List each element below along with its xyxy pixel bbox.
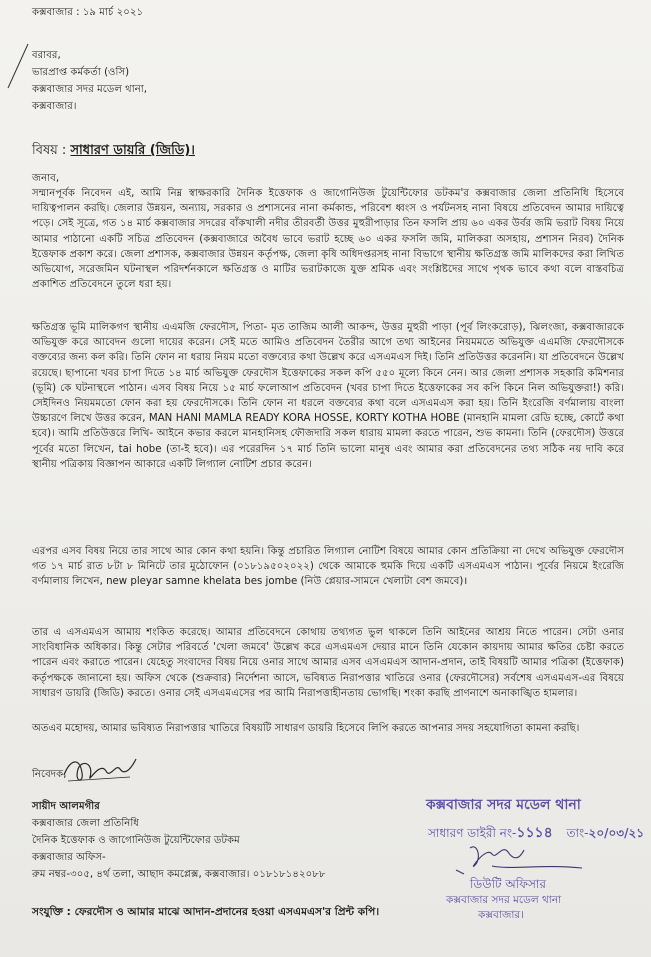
stamp-officer-city: কক্সবাজার।: [478, 909, 524, 921]
paragraph-1: সম্মানপূর্বক নিবেদন এই, আমি নিম্ন স্বাক্ষরকারি দৈনিক ইত্তেফাক ও জাগোনিউজ টুয়েন্টিফোর ডটকম'র কক্সবাজার জেলা প্রতিনিধি হিসেবে দায়িত্বপালন করছি। জেলার উন্নয়ন, অন্যায়, সরকার ও প্রশাসনের নানা কর্মকান্ড, পরিবেশ ধ্বংস ও পর্যটনসহ নানা বিষয়ে প্রতিবেদন আমার দায়িত্বে পড়ে। সেই সূত্রে, গত ১৪ মার্চ কক্সবাজার সদরের বাঁকখালী নদীর তীরবর্তী উত্তর মুহুরীপাড়ার তিন ফসলি প্রায় ৬০ একর উর্বর জমি ভরাট বিষয় নিয়ে আমার পাঠানো একটি সচিত্র প্রতিবেদন (কক্সবাজারে অবৈধ ভাবে ভরাট হচ্ছে ৬০ একর ফসলি জমি, মালিকরা অসহায়, প্রশাসন নিরব) দৈনিক ইত্তেফাক প্রকাশ করে। জেলা প্রশাসক, কক্সবাজার উন্নয়ন কর্তৃপক্ষ, জেলা কৃষি অধিদপ্তরসহ নানা বিভাগে স্থানীয় ক্ষতিগ্রস্ত জমি মালিকদের করা লিখিত অভিযোগ, সরেজমিন ঘটনাস্থল পরিদর্শনকালে ক্ষতিগ্রস্ত ও মাটির ভরাটকাজে যুক্ত শ্রমিক এবং সংশ্লিষ্টদের সাথে পৃথক ভাবে কথা বলে বাস্তবচিত্র প্রকাশিত প্রতিবেদনে তুলে ধরা হয়।: [32, 188, 624, 291]
attachment-note: সংযুক্তি : ফেরদৌস ও আমার মাঝে আদান-প্রদানের হওয়া এসএমএস'র প্রিন্ট কপি।: [32, 906, 380, 918]
subject-label: বিষয় :: [32, 143, 67, 158]
to-officer: ভারপ্রাপ্ত কর্মকর্তা (ওসি): [32, 67, 130, 78]
to-city: কক্সবাজার।: [32, 101, 77, 112]
stamp-officer-station: কক্সবাজার সদর মডেল থানা: [446, 894, 562, 906]
signer-address: রুম নম্বর-৩০৫, ৪র্থ তলা, আছাদ কমপ্লেক্স, কক্সবাজার। ০১৮১৮১৪২০৮৮: [32, 869, 326, 880]
paragraph-3: এরপর এসব বিষয় নিয়ে তার সাথে আর কোন কথা হয়নি। কিন্তু প্রচারিত লিগ্যাল নোটিশ বিষয়ে আমার কোন প্রতিক্রিয়া না দেখে অভিযুক্ত ফেরদৌস গত ১৭ মার্চ রাত ৮টা ৮ মিনিটে তার মুঠোফোন (০১৮১৯৫০২০২২) থেকে আমাকে হুমকি দিয়ে একটি এসএমএস পাঠান। পূর্বের নিয়মে ইংরেজি বর্ণমালায় লিখেন, new pleyar samne khelata bes jombe (নিউ প্লেয়ার-সামনে খেলাটা বেশ জমবে)।: [32, 546, 624, 588]
signer-organization: দৈনিক ইত্তেফাক ও জাগোনিউজ টুয়েন্টিফোর ডটকম: [32, 835, 240, 846]
pen-mark: [2, 42, 32, 92]
signer-office: কক্সবাজার অফিস-: [32, 852, 106, 863]
subject-value: সাধারণ ডায়রি (জিডি)।: [70, 143, 195, 158]
paragraph-2: ক্ষতিগ্রস্ত ভূমি মালিকগণ স্থানীয় এএমজি ফেরদৌস, পিতা- মৃত তাজিম আলী আকন্দ, উত্তর মুহুরী পাড়া (পূর্ব লিংকরোড়), ঝিলংজা, কক্সবাজারকে অভিযুক্ত করে আবেদন গুলো দায়ের করেন। সেই মতে আমিও প্রতিবেদন তৈরীর আগে তথ্য আইনের নিয়মমতে অভিযুক্ত এএমজি ফেরদৌসকে বক্তব্যের জন্য কল করি। তিনি ফোন না ধরায় নিয়ম মতো বক্তব্যের কথা উল্লেখ করে এসএমএস দিই। তিনি প্রতিউত্তর করেননি। যা প্রতিবেদনে উল্লেখ রয়েছে। ছাপানো খবর চাপা দিতে ১৪ মার্চ অভিযুক্ত ফেরদৌস ইত্তেফাকের সকল কপি ৫৫০ মূল্যে কিনে নেন। আর জেলা প্রশাসক সহকারি কমিশনার (ভূমি) কে ঘটনাস্থলে পাঠান। এসব বিষয় নিয়ে ১৫ মার্চ ফলোআপ প্রতিবেদন (খবর চাপা দিতে ইত্তেফাকের সব কপি কিনে নিল অভিযুক্তরা!) করি। সেইদিনও নিয়মমতো ফোন করা হয় ফেরদৌসকে। তিনি ফোন না ধরলে বক্তব্যের কথা বলে এসএমএস করা হয়। তিনি ইংরেজি বর্ণমালায় বাংলা উচ্চারণে লিখে উত্তর করেন, MAN HANI MAMLA READY KORA HOSSE, KORTY KOTHA HOBE (মানহানি মামলা রেডি হচ্ছে, কোর্টে কথা হবে)। আমি প্রতিউত্তরে লিখি- আইনে কভার করলে মানহানিসহ ফৌজদারি সকল ধারায় মামলা করতে পারেন, শুভ কামনা। তিনি (ফেরদৌস) উত্তরে পূর্বের মতো লিখেন, tai hobe (তা-ই হবে)। এর পরেরদিন ১৭ মার্চ তিনি ভালো মানুষ এবং আমার করা প্রতিবেদনের তথ্য সঠিক নয় দাবি করে স্থানীয় পত্রিকায় বিজ্ঞাপন আকারে একটি লিগ্যাল নোটিশ প্রচার করেন।: [32, 322, 624, 470]
subject-line: [32, 142, 195, 160]
stamp-station: কক্সবাজার সদর মডেল থানা: [426, 797, 581, 813]
paragraph-5: অতএব মহোদয়, আমার ভবিষ্যত নিরাপত্তার খাতিরে বিষয়টি সাধারণ ডায়রি হিসেবে লিপি করতে আপনার সদয় সহযোগিতা কামনা করছি।: [32, 723, 580, 734]
stamp-gd-number: ১১১৪: [516, 825, 553, 841]
handwritten-signature: [60, 753, 140, 787]
stamp-date-value: ২০/০৩/২১: [588, 826, 645, 840]
signature-label: নিবেদক,: [32, 769, 67, 780]
date-line: কক্সবাজার : ১৯ মার্চ ২০২১: [32, 7, 144, 18]
signer-name: সায়ীদ আলমগীর: [32, 801, 100, 812]
stamp-date-label: তাং-: [566, 826, 589, 840]
duty-officer-signature: [452, 840, 602, 880]
to-label: বরাবর,: [32, 50, 61, 61]
to-station: কক্সবাজার সদর মডেল থানা,: [32, 84, 147, 95]
stamp-officer-title: ডিউটি অফিসার: [470, 877, 547, 891]
signer-title: কক্সবাজার জেলা প্রতিনিধি: [32, 818, 139, 829]
paragraph-4: তার এ এসএমএস আমায় শংকিত করেছে। আমার প্রতিবেদনে কোথায় তথ্যগত ভুল থাকলে তিনি আইনের আশ্রয় নিতে পারেন। সেটা ওনার সাংবিধানিক অধিকার। কিন্তু সেটার পরিবর্তে 'খেলা জমবে' উল্লেখ করে এসএমএস দেয়ার মানে তিনি যেকোন কায়দায় আমার ক্ষতির চেষ্টা করতে পারেন এবং করাতে পারেন। যেহেতু সংবাদের বিষয় নিয়ে ওনার সাথে আমার এসব এসএমএস আদান-প্রদান, তাই বিষয়টি আমার পত্রিকা (ইত্তেফাক) কর্তৃপক্ষকে জানানো হয়। অফিস থেকে (শুক্রবার) নির্দেশনা আসে, ভবিষ্যত নিরাপত্তার খাতিরে ওনার (ফেরদৌসের) সর্বশেষ এসএমএস-এর বিষয়ে সাধারণ ডায়রি (জিডি) করতে। ওনার সেই এসএমএসের পর আমি নিরাপত্তাহীনতায় ভোগছি। শংকা করছি প্রাণনাশে অনাকাঙ্খিত হামলার।: [32, 627, 624, 699]
salutation: জনাব,: [32, 173, 60, 184]
stamp-gd-label: সাধারণ ডাইরী নং-: [428, 826, 517, 840]
